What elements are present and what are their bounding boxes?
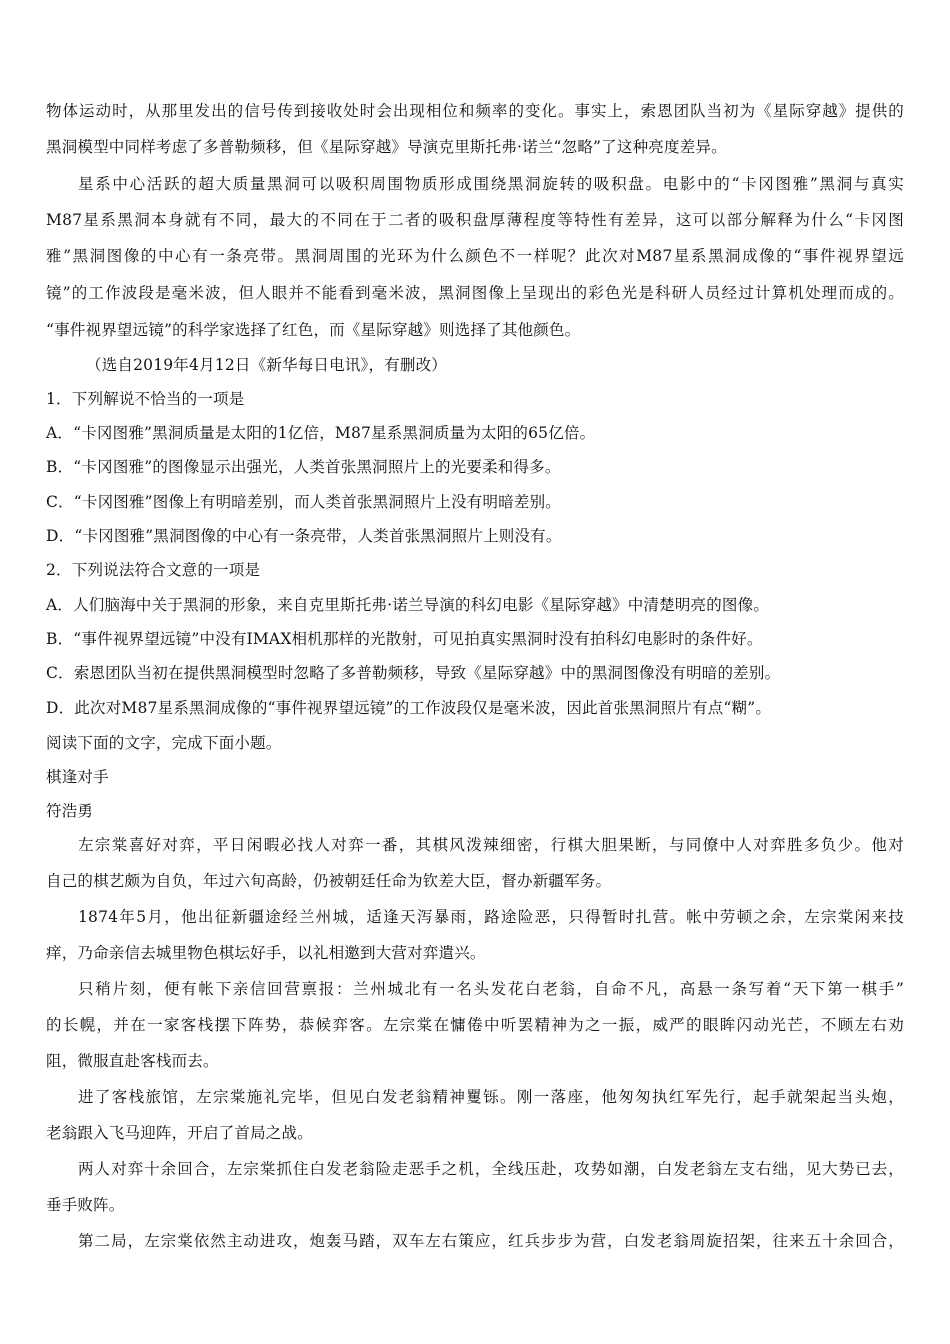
question-1-option-a: A．“卡冈图雅”黑洞质量是太阳的1亿倍，M87星系黑洞质量为太阳的65亿倍。 (46, 424, 596, 442)
question-1-option-d: D．“卡冈图雅”黑洞图像的中心有一条亮带，人类首张黑洞照片上则没有。 (46, 527, 562, 545)
story-line: 自己的棋艺颇为自负，年过六旬高龄，仍被朝廷任命为钦差大臣，督办新疆军务。 (46, 872, 612, 890)
question-2-stem: 2．下列说法符合文意的一项是 (46, 561, 261, 579)
story-line: 老翁跟入飞马迎阵，开启了首局之战。 (46, 1124, 313, 1142)
story-line: 第二局，左宗棠依然主动进攻，炮轰马踏，双车左右策应，红兵步步为营，白发老翁周旋招架，往来五十余回合， (78, 1232, 904, 1250)
passage-line: 镜”的工作波段是毫米波，但人眼并不能看到毫米波，黑洞图像上呈现出的彩色光是科研人员经过计算机处理而成的。 (46, 284, 904, 302)
story-author: 符浩勇 (46, 802, 94, 820)
question-1-option-c: C．“卡冈图雅”图像上有明暗差别，而人类首张黑洞照片上没有明暗差别。 (46, 493, 562, 511)
story-title: 棋逢对手 (46, 768, 109, 786)
passage-source: （选自2019年4月12日《新华每日电讯》，有删改） (86, 356, 447, 374)
question-2-option-a: A．人们脑海中关于黑洞的形象，来自克里斯托弗·诺兰导演的科幻电影《星际穿越》中清楚明亮的图像。 (46, 596, 770, 614)
question-2-option-c: C．索恩团队当初在提供黑洞模型时忽略了多普勒频移，导致《星际穿越》中的黑洞图像没有明暗的差别。 (46, 664, 781, 682)
question-2-option-b: B．“事件视界望远镜”中没有IMAX相机那样的光散射，可见拍真实黑洞时没有拍科幻电影时的条件好。 (46, 630, 763, 648)
story-line: 垂手败阵。 (46, 1196, 125, 1214)
passage-line: M87星系黑洞本身就有不同，最大的不同在于二者的吸积盘厚薄程度等特性有差异，这可以部分解释为什么“卡冈图 (46, 211, 904, 229)
passage-line: 雅”黑洞图像的中心有一条亮带。黑洞周围的光环为什么颜色不一样呢？此次对M87星系黑洞成像的“事件视界望远 (46, 247, 904, 265)
story-line: 进了客栈旅馆，左宗棠施礼完毕，但见白发老翁精神矍铄。刚一落座，他匆匆执红军先行，起手就架起当头炮， (78, 1088, 904, 1106)
passage-line: 黑洞模型中同样考虑了多普勒频移，但《星际穿越》导演克里斯托弗·诺兰“忽略”了这种亮度差异。 (46, 138, 727, 156)
passage-line: 物体运动时，从那里发出的信号传到接收处时会出现相位和频率的变化。事实上，索恩团队当初为《星际穿越》提供的 (46, 102, 904, 120)
story-line: 左宗棠喜好对弈，平日闲暇必找人对弈一番，其棋风泼辣细密，行棋大胆果断，与同僚中人对弈胜多负少。他对 (78, 836, 904, 854)
question-1-stem: 1．下列解说不恰当的一项是 (46, 390, 245, 408)
passage-line: 星系中心活跃的超大质量黑洞可以吸积周围物质形成围绕黑洞旋转的吸积盘。电影中的“卡冈图雅”黑洞与真实 (78, 175, 904, 193)
story-line: 痒，乃命亲信去城里物色棋坛好手，以礼相邀到大营对弈遣兴。 (46, 944, 486, 962)
passage-line: “事件视界望远镜”的科学家选择了红色，而《星际穿越》则选择了其他颜色。 (46, 321, 581, 339)
question-1-option-b: B．“卡冈图雅”的图像显示出强光，人类首张黑洞照片上的光要柔和得多。 (46, 458, 561, 476)
story-line: 1874年5月，他出征新疆途经兰州城，适逢天泻暴雨，路途险恶，只得暂时扎营。帐中劳顿之余，左宗棠闲来技 (78, 908, 904, 926)
question-2-option-d: D．此次对M87星系黑洞成像的“事件视界望远镜”的工作波段仅是毫米波，因此首张黑洞照片有点“糊”。 (46, 699, 772, 717)
story-line: 阻，微服直赴客栈而去。 (46, 1052, 219, 1070)
story-line: 两人对弈十余回合，左宗棠抓住白发老翁险走恶手之机，全线压赴，攻势如潮，白发老翁左支右绌，见大势已去， (78, 1160, 904, 1178)
reading-instruction: 阅读下面的文字，完成下面小题。 (46, 734, 282, 752)
story-line: 的长幌，并在一家客栈摆下阵势，恭候弈客。左宗棠在慵倦中听罢精神为之一振，威严的眼眸闪动光芒，不顾左右劝 (46, 1016, 904, 1034)
story-line: 只稍片刻，便有帐下亲信回营禀报：兰州城北有一名头发花白老翁，自命不凡，高悬一条写着“天下第一棋手” (78, 980, 904, 998)
